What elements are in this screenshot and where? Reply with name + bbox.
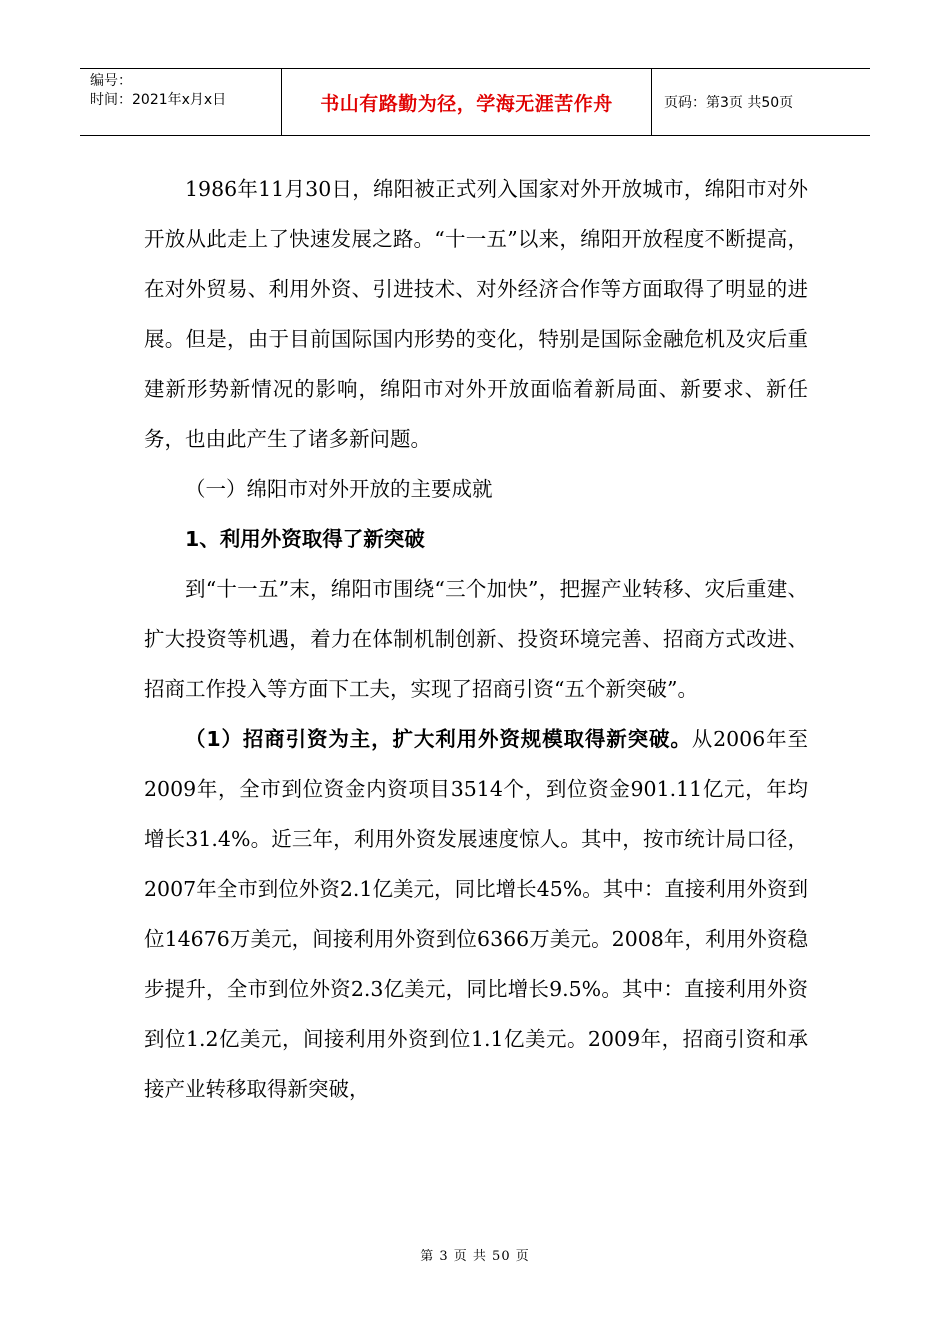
- paragraph-lead: （1）招商引资为主，扩大利用外资规模取得新突破。: [185, 727, 692, 751]
- page-header: [80, 68, 870, 136]
- paragraph-investment-text: 从2006年至2009年，全市到位资金内资项目3514个，到位资金901.11亿元，年均增长31.4%。近三年，利用外资发展速度惊人。其中，按市统计局口径，2007年全市到位外资2.1亿美元，同比增长45%。其中：直接利用外资到位14676万美元，间接利用外资到位6366万美元。2008年，利用外资稳步提升，全市到位外资2.3亿美元，同比增长9.5%。其中：直接利用外资到位1.2亿美元，间接利用外资到位1.1亿美元。2009年，招商引资和承接产业转移取得新突破，: [144, 727, 809, 1101]
- section-heading: （一）绵阳市对外开放的主要成就: [185, 477, 493, 501]
- header-meta: [80, 69, 282, 135]
- document-number-label: 编号：: [90, 73, 132, 89]
- paragraph-intro: 1986年11月30日，绵阳被正式列入国家对外开放城市，绵阳市对外开放从此走上了快速发展之路。“十一五”以来，绵阳开放程度不断提高，在对外贸易、利用外资、引进技术、对外经济合作等方面取得了明显的进展。但是，由于目前国际国内形势的变化，特别是国际金融危机及灾后重建新形势新情况的影响，绵阳市对外开放面临着新局面、新要求、新任务，也由此产生了诸多新问题。: [144, 177, 808, 451]
- page-footer: 第 3 页 共 50 页: [420, 1249, 530, 1264]
- paragraph-overview: 到“十一五”末，绵阳市围绕“三个加快”，把握产业转移、灾后重建、扩大投资等机遇，着力在体制机制创新、投资环境完善、招商方式改进、招商工作投入等方面下工夫，实现了招商引资“五个新突破”。: [144, 577, 808, 701]
- document-body: [144, 164, 808, 1114]
- document-date: 时间：2021年x月x日: [90, 92, 227, 108]
- header-page-code: 页码：第3页 共50页: [664, 95, 794, 111]
- header-motto: 书山有路勤为径，学海无涯苦作舟: [282, 69, 652, 135]
- subsection-heading: 1、利用外资取得了新突破: [185, 527, 425, 551]
- paragraph-investment: [144, 714, 808, 1114]
